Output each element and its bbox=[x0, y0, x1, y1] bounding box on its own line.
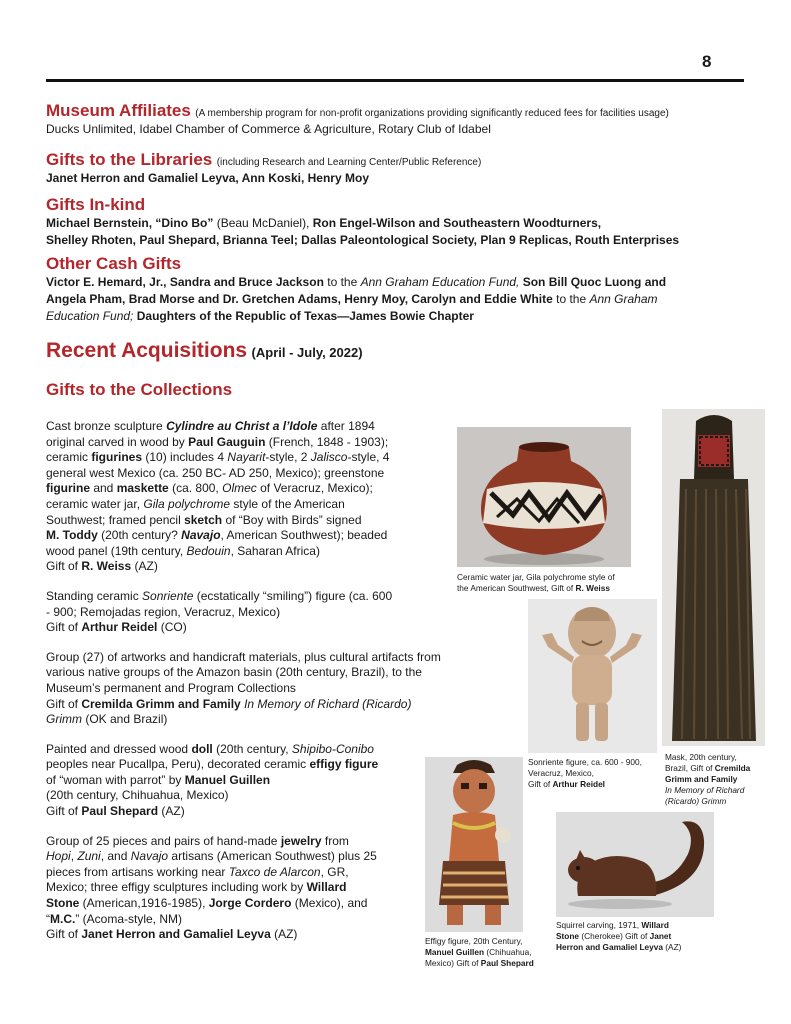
caption-squirrel: Squirrel carving, 1971, Willard Stone (Cherokee) Gift of Janet Herron and Gamaliel Leyva (AZ) bbox=[556, 920, 682, 952]
cash-section bbox=[46, 254, 766, 325]
entry-weiss: Cast bronze sculpture Cylindre au Christ a l’Idole after 1894 original carved in wood by Paul Gauguin (French, 1848 - 1903); ceramic figurines (10) includes 4 Nayarit-style, 2 Jalisco-style, 4 general west Mexico (ca. 250 BC- AD 250, Mexico); greenstone figurine and maskette (ca. 800, Olmec of Veracruz, Mexico); ceramic water jar, Gila polychrome style of the American Southwest; framed pencil sketch of “Boy with Birds” signed M. Toddy (20th century? Navajo, American Southwest); beaded wood panel (19th century, Bedouin, Saharan Africa) Gift of R. Weiss (AZ) bbox=[46, 419, 390, 574]
jar-illustration bbox=[457, 427, 631, 567]
acquisitions-title: Recent Acquisitions bbox=[46, 339, 248, 362]
caption-effigy: Effigy figure, 20th Century, Manuel Guillen (Chihuahua, Mexico) Gift of Paul Shepard bbox=[425, 936, 534, 968]
page-number: 8 bbox=[702, 52, 712, 71]
photo-effigy-figure bbox=[425, 757, 523, 932]
libraries-note: (including Research and Learning Center/Public Reference) bbox=[216, 157, 482, 168]
cash-line-3: Education Fund; Daughters of the Republic of Texas—James Bowie Chapter bbox=[46, 309, 474, 323]
caption-sonriente: Sonriente figure, ca. 600 - 900, Veracruz, Mexico, Gift of Arthur Reidel bbox=[528, 757, 642, 789]
acquisition-entries bbox=[46, 419, 486, 957]
affiliates-list: Ducks Unlimited, Idabel Chamber of Commerce & Agriculture, Rotary Club of Idabel bbox=[46, 122, 491, 136]
photo-mask bbox=[662, 409, 765, 746]
effigy-illustration bbox=[425, 757, 523, 932]
affiliates-note: (A membership program for non-profit organizations providing significantly reduced fees for facilities usage) bbox=[195, 108, 669, 119]
entry-herron-leyva: Group of 25 pieces and pairs of hand-made jewelry from Hopi, Zuni, and Navajo artisans (American Southwest) plus 25 pieces from artisans working near Taxco de Alarcon, GR, Mexico; three effigy sculptures including work by Willard Stone (American,1916-1985), Jorge Cordero (Mexico), and “M.C.” (Acoma-style, NM) Gift of Janet Herron and Gamaliel Leyva (AZ) bbox=[46, 833, 377, 942]
acquisitions-dates: (April - July, 2022) bbox=[251, 345, 363, 360]
caption-mask: Mask, 20th century, Brazil, Gift of Cremilda Grimm and Family In Memory of Richard (Ricardo) Grimm bbox=[665, 752, 751, 806]
cash-title: Other Cash Gifts bbox=[46, 254, 182, 273]
inkind-title: Gifts In-kind bbox=[46, 195, 146, 214]
affiliates-title: Museum Affiliates bbox=[46, 101, 191, 120]
header-rule bbox=[46, 79, 744, 82]
inkind-section bbox=[46, 195, 766, 249]
entry-reidel: Standing ceramic Sonriente (ecstatically “smiling”) figure (ca. 600 - 900; Remojadas region, Veracruz, Mexico) Gift of Arthur Reidel (CO) bbox=[46, 588, 393, 635]
caption-jar: Ceramic water jar, Gila polychrome style of the American Southwest, Gift of R. Weiss bbox=[457, 572, 615, 593]
squirrel-illustration bbox=[556, 812, 714, 917]
libraries-title: Gifts to the Libraries bbox=[46, 150, 213, 169]
inkind-line-2: Shelley Rhoten, Paul Shepard, Brianna Teel; Dallas Paleontological Society, Plan 9 Replicas, Routh Enterprises bbox=[46, 233, 680, 247]
collections-subtitle: Gifts to the Collections bbox=[46, 380, 233, 399]
cash-line-2: Angela Pham, Brad Morse and Dr. Gretchen Adams, Henry Moy, Carolyn and Eddie White to the Ann Graham bbox=[46, 292, 658, 306]
libraries-list: Janet Herron and Gamaliel Leyva, Ann Koski, Henry Moy bbox=[46, 171, 369, 185]
entry-grimm: Group (27) of artworks and handicraft materials, plus cultural artifacts from various native groups of the Amazon basin (20th century, Brazil), to the Museum’s permanent and Program Collections Gift of Cremilda Grimm and Family In Memory of Richard (Ricardo) Grimm (OK and Brazil) bbox=[46, 649, 441, 727]
sonriente-illustration bbox=[528, 599, 657, 753]
mask-illustration bbox=[662, 409, 765, 746]
acquisitions-header bbox=[46, 339, 363, 363]
libraries-section bbox=[46, 150, 746, 187]
cash-line-1: Victor E. Hemard, Jr., Sandra and Bruce Jackson to the Ann Graham Education Fund, Son Bill Quoc Luong and bbox=[46, 275, 667, 289]
inkind-line-1: Michael Bernstein, “Dino Bo” (Beau McDaniel), Ron Engel-Wilson and Southeastern Woodturners, bbox=[46, 216, 602, 230]
photo-sonriente-figure bbox=[528, 599, 657, 753]
affiliates-section bbox=[46, 101, 746, 138]
photo-ceramic-jar bbox=[457, 427, 631, 567]
entry-shepard: Painted and dressed wood doll (20th century, Shipibo-Conibo peoples near Pucallpa, Peru), decorated ceramic effigy figure of “woman with parrot” by Manuel Guillen (20th century, Chihuahua, Mexico) Gift of Paul Shepard (AZ) bbox=[46, 741, 379, 819]
photo-squirrel-carving bbox=[556, 812, 714, 917]
